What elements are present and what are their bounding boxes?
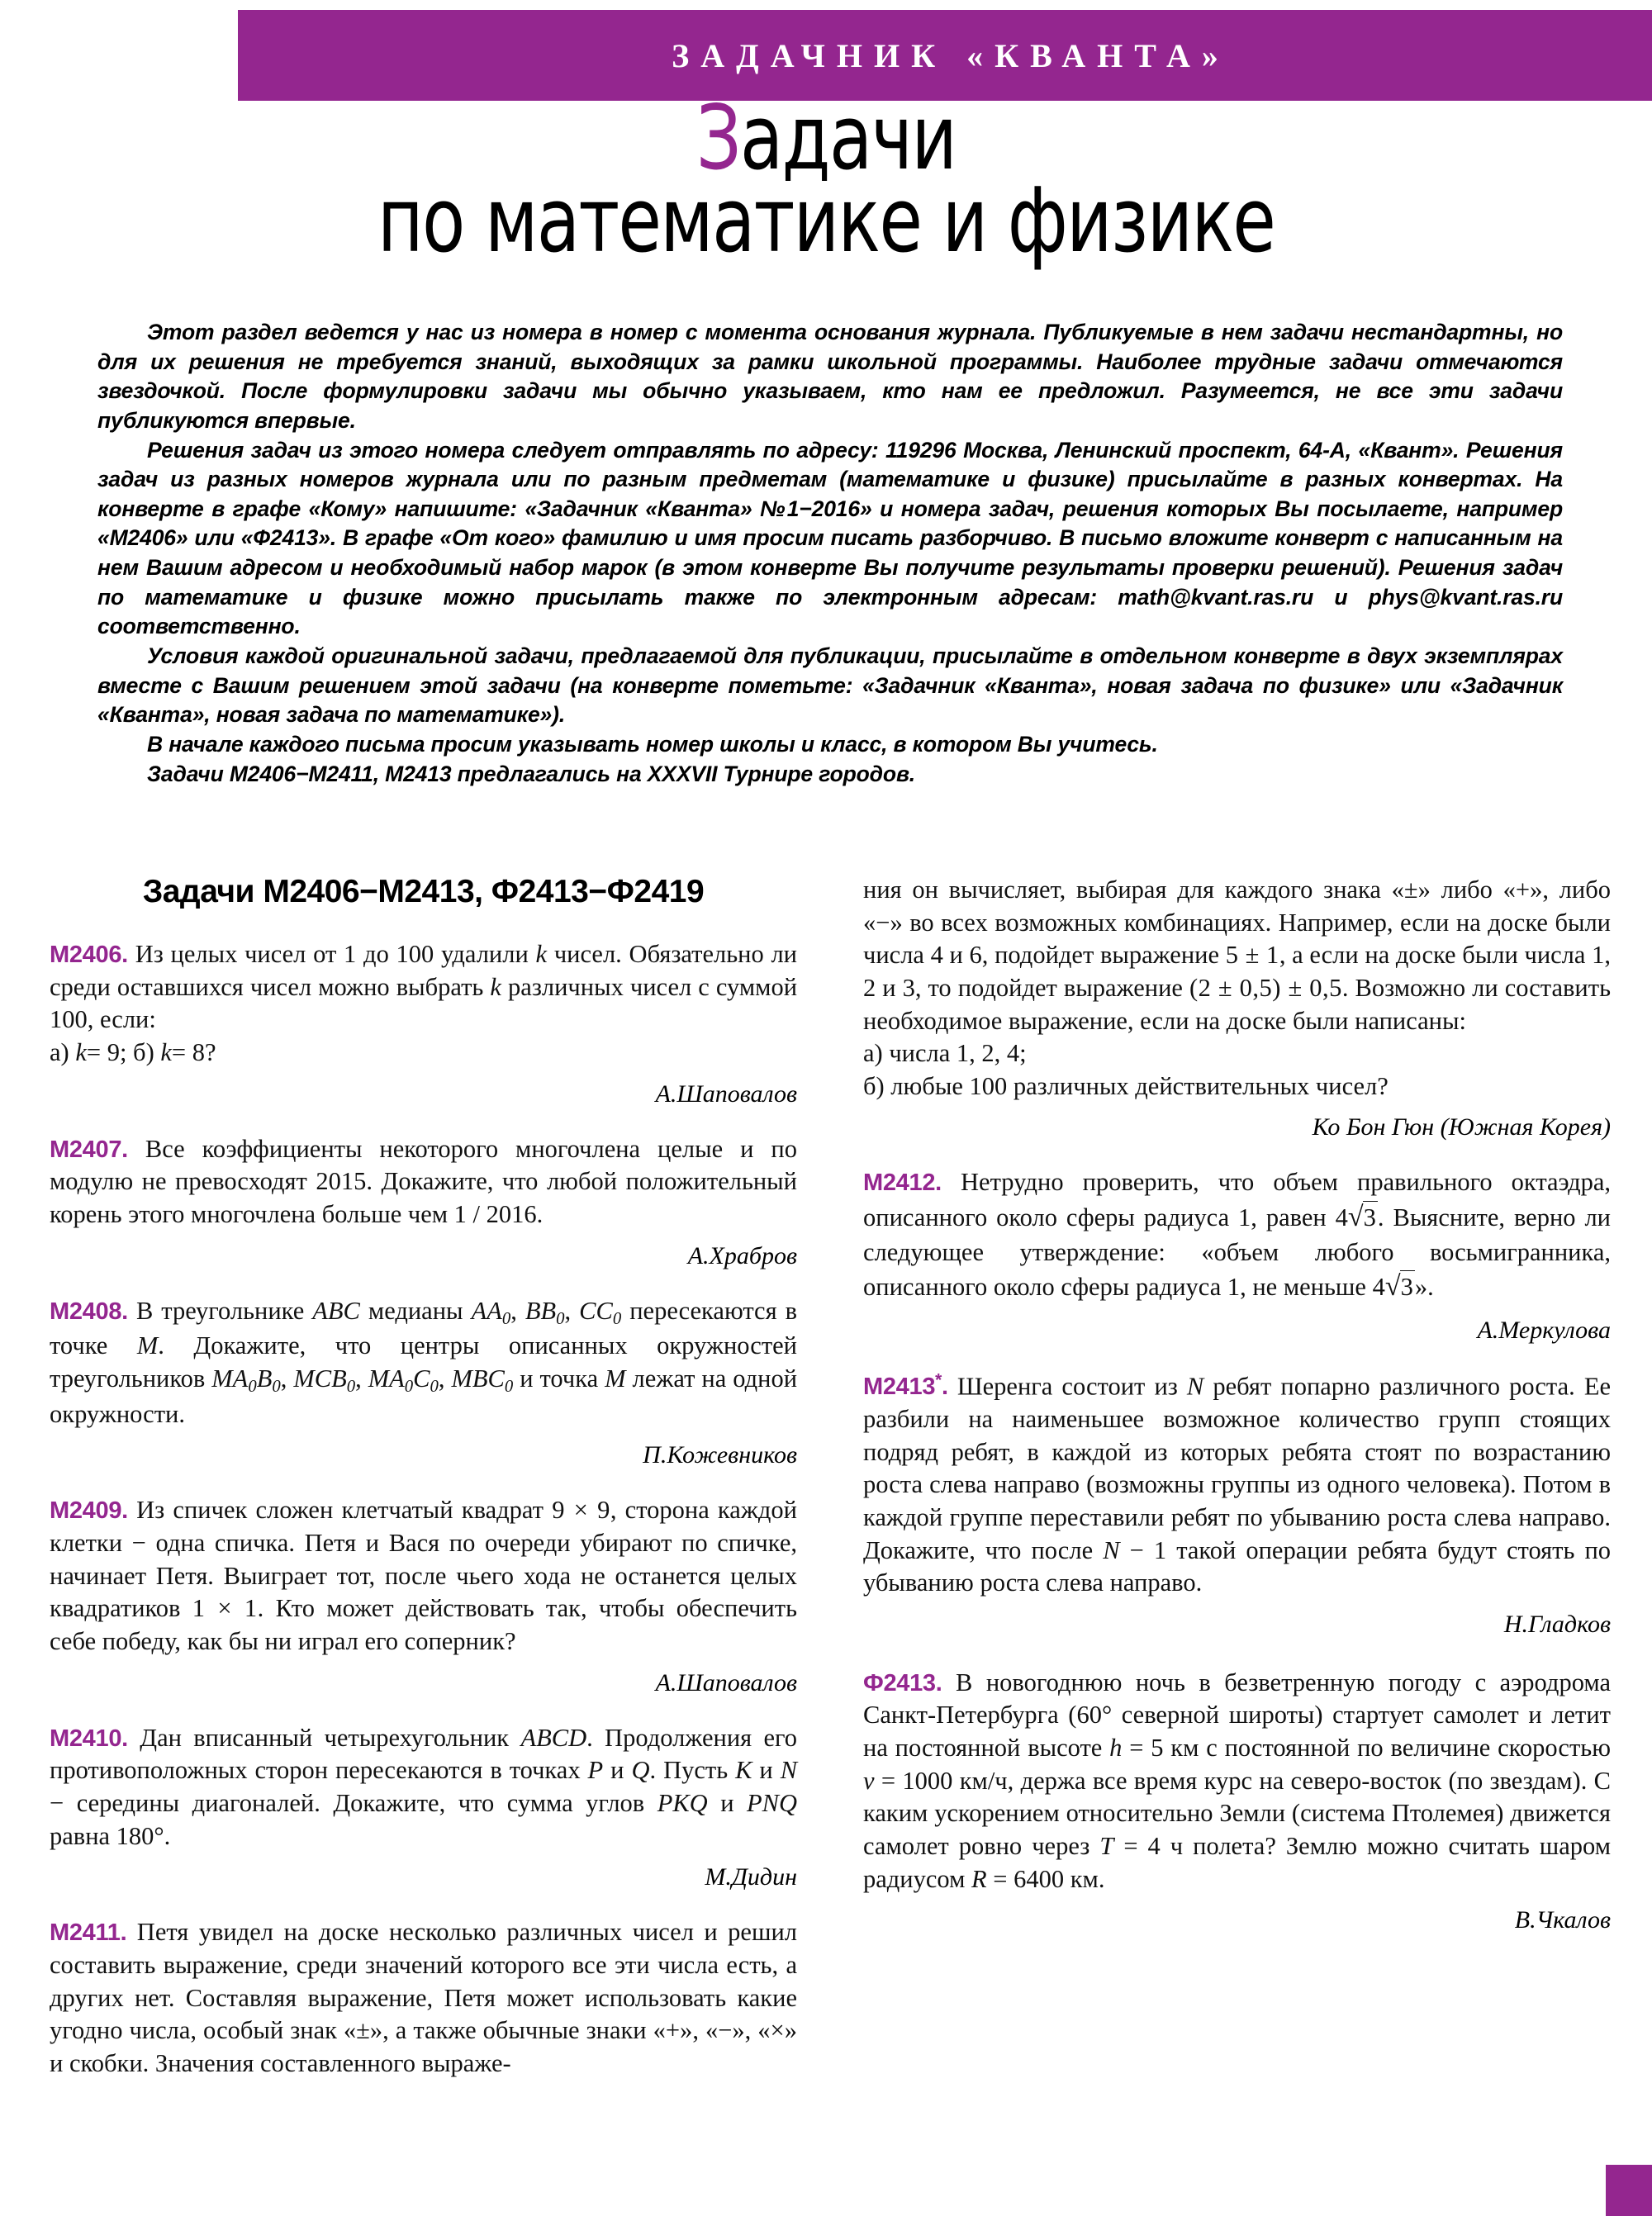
problem-text-m2410-e: − середины диагоналей. Докажите, что сумма углов <box>50 1788 645 1817</box>
sqrt-icon: √ <box>1347 1202 1364 1233</box>
problems-columns <box>50 874 1611 2212</box>
problem-m2410 <box>50 1722 797 1853</box>
math-symbol-pkq: PKQ <box>657 1788 708 1817</box>
math-symbol-ma0b0 <box>211 1364 281 1396</box>
math-symbol-abcd: ABCD <box>520 1723 587 1752</box>
math-sub-0h: 0 <box>430 1377 439 1396</box>
title-line1-rest: адачи <box>739 87 957 190</box>
math-symbol-m: M <box>136 1331 159 1360</box>
math-sub-0i: 0 <box>504 1377 514 1396</box>
page-corner-mark <box>1606 2165 1652 2216</box>
math-9x9: 9 × 9 <box>552 1496 610 1525</box>
intro-block <box>97 318 1563 789</box>
problem-text-m2410-f: равна 180°. <box>50 1821 171 1850</box>
math-symbol-n3: N <box>1103 1535 1120 1564</box>
math-symbol-pnq: PNQ <box>747 1788 798 1817</box>
math-symbol-v: v <box>863 1766 875 1795</box>
problem-author-m2409: А.Шаповалов <box>655 1668 797 1696</box>
problem-text-m2411-b: ния он вычисляет, выбирая для каждого знака «±» либо «+», либо «−» во всех возможных комбинациях. Например, если на доске были числа 4 и 6, подойдет выражение <box>863 875 1611 970</box>
problem-text-m2410-c3: и <box>720 1788 734 1817</box>
math-symbol-k: k <box>535 940 548 968</box>
math-sub-0g: 0 <box>404 1377 414 1396</box>
math-symbol-aa0 <box>471 1296 511 1328</box>
problem-text-m2408-d: . Докажите, что центры описанных окружностей треугольников <box>50 1331 798 1393</box>
problem-code-m2413-text: М2413 <box>863 1374 936 1401</box>
math-symbol-mcb0 <box>293 1364 356 1396</box>
starred-marker: * <box>935 1370 942 1390</box>
math-symbol-abc: ABC <box>312 1296 360 1325</box>
math-symbol-bb0 <box>525 1296 565 1328</box>
intro-paragraph-3: Условия каждой оригинальной задачи, предлагаемой для публикации, присылайте в отдельном конверте в двух экземплярах вместе с Вашим решением этой задачи (на конверте пометьте: «Задачник «Кванта», новая задача по физике» или «Задачник «Кванта», новая задача по математике»). <box>97 643 1563 728</box>
problem-author-m2411: Ко Бон Гюн (Южная Корея) <box>1312 1113 1611 1141</box>
math-cc: CC <box>579 1296 613 1325</box>
math-symbol-n2: N <box>1186 1372 1204 1401</box>
math-symbol-k3: k <box>75 1037 87 1066</box>
page-title-line2: по математике и физике <box>377 169 1275 273</box>
problem-code-m2412: М2412. <box>863 1170 942 1197</box>
problem-text-m2410-a: Дан вписанный четырехугольник <box>140 1723 510 1752</box>
problem-text-m2409-b: , сторона каждой клетки − одна спичка. Петя и Вася по очереди убирают по спичке, начинает Петя. Выиграет тот, после чьего хода не останется целых квадратиков <box>50 1496 797 1623</box>
left-column <box>50 874 797 2090</box>
problem-text-m2406-e: = 9; б) <box>86 1037 154 1066</box>
problem-code-f2413: Ф2413. <box>863 1669 942 1696</box>
problem-text-m2408-c: пересекаются в точке <box>50 1296 798 1360</box>
problem-text-m2412-b: . Выясните, верно ли следующее утверждение: «объем любого восьмигранника, описанного около сферы радиуса 1, не меньше <box>863 1203 1611 1302</box>
intro-paragraph-1: Этот раздел ведется у нас из номера в номер с момента основания журнала. Публикуемые в нем задачи нестандартны, но для их решения не требуется знаний, выходящих за рамки школьной программы. Наиболее трудные задачи отмечаются звездочкой. После формулировки задачи мы обычно указываем, кто нам ее предложил. Разумеется, не все эти задачи публикуются впервые. <box>97 320 1563 433</box>
math-coef-4: 4 <box>1335 1203 1348 1232</box>
banner-label: ЗАДАЧНИК «КВАНТА» <box>672 36 1230 74</box>
intro-paragraph-5: Задачи М2406−М2411, М2413 предлагались на XXXVII Турнире городов. <box>147 761 916 786</box>
problem-code-m2410: М2410. <box>50 1725 128 1752</box>
problem-text-m2409-c: . Кто может действовать так, чтобы обеспечить себе победу, как бы ни играл его соперник? <box>50 1594 797 1655</box>
problem-code-m2409: М2409. <box>50 1497 128 1525</box>
math-symbol-k5: K <box>735 1756 752 1785</box>
problem-text-f2413-b: = 5 км с постоянной по величине скоростью <box>1129 1734 1611 1763</box>
math-symbol-r: R <box>971 1864 987 1893</box>
math-1x1: 1 × 1 <box>192 1594 258 1623</box>
problem-text-m2413-b: ребят попарно различного роста. Ее разбили на наименьшее возможное количество групп стоящих подряд ребят, в каждой из которых ребята стоят по возрастанию роста слева направо (возможны группы из одного человека). Потом в каждой группе переставили ребят по убыванию роста слева направо. Докажите, что после <box>863 1372 1612 1564</box>
math-radicand-3b: 3 <box>1400 1270 1415 1304</box>
problem-m2407 <box>50 1133 797 1231</box>
problem-m2412 <box>863 1166 1611 1305</box>
math-symbol-k4: k <box>160 1037 172 1066</box>
problem-author-m2410: М.Дидин <box>705 1863 797 1891</box>
problem-m2411-continued <box>863 874 1611 1103</box>
problem-text-m2407: Все коэффициенты некоторого многочлена целые и по модулю не превосходят 2015. Докажите, что любой положительный корень этого многочлена больше чем 1 / 2016. <box>50 1134 797 1228</box>
math-symbol-h: h <box>1109 1734 1123 1763</box>
math-symbol-p: P <box>587 1756 604 1785</box>
math-aa: AA <box>471 1296 502 1325</box>
math-mcb: MCB <box>293 1364 347 1393</box>
math-mac: MA <box>368 1364 405 1393</box>
math-symbol-n: N <box>780 1756 798 1785</box>
problem-text-m2410-b: . Продолжения его противоположных сторон пересекаются в точках <box>50 1723 798 1785</box>
math-b: B <box>256 1364 273 1393</box>
math-c: C <box>413 1364 430 1393</box>
problem-text-m2411-d: . Возможно ли составить необходимое выражение, если на доске были написаны: <box>863 973 1611 1035</box>
problem-text-m2412-c: ». <box>1414 1273 1434 1302</box>
problem-code-m2408: М2408. <box>50 1298 128 1325</box>
math-4sqrt3-b <box>1373 1269 1415 1305</box>
problem-author-m2413: Н.Гладков <box>1503 1610 1611 1638</box>
math-coef-4b: 4 <box>1372 1273 1385 1302</box>
section-heading: Задачи М2406−М2413, Ф2413−Ф2419 <box>142 874 705 909</box>
problem-m2406 <box>50 938 797 1070</box>
problem-code-m2406: М2406. <box>50 942 128 968</box>
sqrt-icon-b: √ <box>1384 1271 1401 1303</box>
math-symbol-mbc0 <box>451 1364 514 1396</box>
intro-paragraph-2: Решения задач из этого номера следует отправлять по адресу: 119296 Москва, Ленинский проспект, 64-А, «Квант». Решения задач из разных номеров журнала или по разным предметам (математике и физике) присылайте в разных конвертах. На конверте в графе «Кому» напишите: «Задачник «Кванта» №1−2016» и номера задач, решения которых Вы посылаете, например «М2406» или «Ф2413». В графе «От кого» фамилию и имя просим писать разборчиво. В письмо вложите конверт с написанным на нем Вашим адресом и необходимый набор марок (в этом конверте Вы получите результаты проверки решений). Решения задач по математике и физике можно присылать также по электронным адресам: math@kvant.ras.ru и phys@kvant.ras.ru соответственно. <box>97 437 1563 639</box>
problem-code-m2413 <box>863 1370 948 1401</box>
math-symbol-ma0c0 <box>368 1364 439 1396</box>
problem-m2411 <box>50 1916 797 2080</box>
problem-text-m2406-f: = 8? <box>171 1037 216 1066</box>
math-mbc: MBC <box>451 1364 505 1393</box>
problem-author-m2408: П.Кожевников <box>643 1441 797 1469</box>
problem-text-m2413-c: − 1 такой операции ребята будут стоять по убыванию роста слева направо. <box>863 1535 1612 1597</box>
math-bb: BB <box>525 1296 557 1325</box>
intro-paragraph-4: В начале каждого письма просим указывать номер школы и класс, в котором Вы учитесь. <box>147 731 1158 757</box>
problem-text-m2410-d: . Пусть <box>649 1756 729 1785</box>
problem-text-m2410-c: и <box>610 1756 624 1785</box>
problem-author-m2412: А.Меркулова <box>1477 1316 1611 1344</box>
problem-text-m2411-f: б) любые 100 различных действительных чисел? <box>863 1071 1389 1100</box>
page-title <box>0 87 1652 273</box>
math-radicand-3: 3 <box>1363 1201 1378 1235</box>
math-sub-0e: 0 <box>272 1377 281 1396</box>
problem-author-m2406: А.Шаповалов <box>655 1080 797 1108</box>
problem-code-m2407: М2407. <box>50 1136 128 1163</box>
math-symbol-cc0 <box>579 1296 622 1328</box>
problem-author-f2413: В.Чкалов <box>1514 1906 1611 1934</box>
math-2pm05: (2 ± 0,5) ± 0,5 <box>1189 973 1342 1002</box>
problem-text-m2408-b: медианы <box>368 1296 463 1325</box>
problem-text-m2406-b: чисел. Обязательно ли среди оставшихся чисел можно выбрать <box>50 940 798 1001</box>
problem-text-m2406-d: а) <box>50 1037 69 1066</box>
problem-text-f2413-d: = 4 ч полета? Землю можно считать шаром радиусом <box>863 1832 1612 1893</box>
math-5pm1: 5 ± 1 <box>1225 941 1279 970</box>
problem-m2413 <box>863 1369 1611 1600</box>
problem-author-m2407: А.Храбров <box>687 1241 797 1269</box>
problem-text-m2411-c: , а если на доске были числа 1, 2 и 3, то подойдет выражение <box>863 941 1611 1002</box>
math-sub-0: 0 <box>501 1309 511 1328</box>
math-4sqrt3 <box>1336 1199 1378 1236</box>
math-sub-0b: 0 <box>556 1309 565 1328</box>
problem-text-f2413-a: В новогоднюю ночь в безветренную погоду с аэродрома Санкт-Петербурга (60° северной широты) стартует самолет и летит на постоянной высоте <box>863 1668 1611 1763</box>
problem-code-m2413-dot: . <box>942 1374 948 1401</box>
problem-text-f2413-e: = 6400 км. <box>993 1864 1105 1893</box>
problem-f2413 <box>863 1667 1611 1896</box>
problem-text-m2406-c: различных чисел с суммой 100, если: <box>50 972 798 1034</box>
problem-text-m2413-a: Шеренга состоит из <box>957 1372 1178 1401</box>
problem-code-m2411: М2411. <box>50 1919 127 1947</box>
math-sub-0f: 0 <box>346 1377 356 1396</box>
math-sub-0d: 0 <box>248 1377 257 1396</box>
problem-text-m2408-f: лежат на одной окружности. <box>50 1364 798 1428</box>
problem-text-m2408-a: В треугольнике <box>135 1296 305 1325</box>
math-symbol-q: Q <box>631 1756 650 1785</box>
right-column <box>863 874 1611 1959</box>
page-title-line1 <box>99 87 1553 190</box>
problem-text-m2411-a: Петя увидел на доске несколько различных чисел и решил составить выражение, среди значений которого все эти числа есть, а других нет. Составляя выражение, Петя может использовать какие угодно числа, особый знак «±», а также обычные знаки «+», «−», «×» и скобки. Значения составленного выраже- <box>50 1918 797 2077</box>
math-symbol-m2: M <box>605 1364 626 1393</box>
problem-text-m2410-c2: и <box>759 1756 773 1785</box>
math-ma: MA <box>211 1364 249 1393</box>
problem-text-m2412-a: Нетрудно проверить, что объем правильного октаэдра, описанного около сферы радиуса 1, равен <box>863 1168 1612 1232</box>
problem-text-f2413-c: = 1000 км/ч, держа все время курс на северо-восток (по звездам). С каким ускорением относительно Земли (система Птолемея) движется самолет ровно через <box>863 1766 1611 1861</box>
title-drop-cap: З <box>695 87 740 190</box>
problem-text-m2408-e: и точка <box>520 1364 599 1393</box>
problem-m2409 <box>50 1494 797 1658</box>
problem-m2408: М2408. В треугольнике ABC медианы $AA_0$, $BB_0$, $CC_0$ пересекаются в точке M. Докажите, что центры описанных окружностей треугольников $MA_0B_0$, $MCB_0$, $MA_0C_0$, $MBC_0$ и точка M лежат на одной окружности. <box>50 1296 798 1428</box>
problem-text-m2406-a: Из целых чисел от 1 до 100 удалили <box>135 940 529 968</box>
problem-text-m2411-e: а) числа 1, 2, 4; <box>863 1039 1027 1068</box>
math-sub-0c: 0 <box>612 1309 622 1328</box>
math-symbol-t: T <box>1099 1832 1114 1861</box>
math-symbol-k2: k <box>490 972 501 1001</box>
problem-text-m2409-a: Из спичек сложен клетчатый квадрат <box>136 1496 544 1525</box>
